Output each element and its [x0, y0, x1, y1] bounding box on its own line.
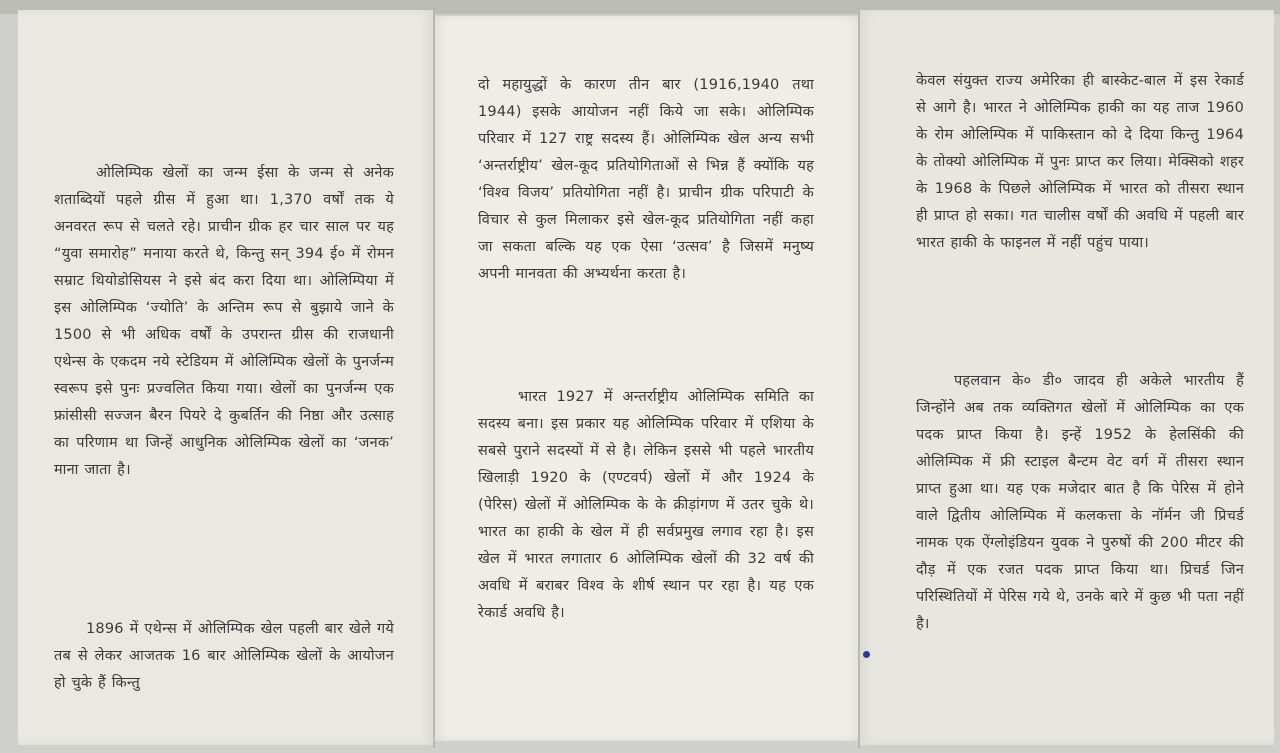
- ink-dot-mark: [863, 651, 870, 658]
- left-panel-paragraph-2: 1896 में एथेन्स में ओलिम्पिक खेल पहली बार खेले गये तब से लेकर आजतक 16 बार ओलिम्पिक खेलों के आयोजन हो चुके हैं किन्तु: [54, 621, 394, 691]
- right-panel-paragraph-2: पहलवान के० डी० जादव ही अकेले भारतीय हैं जिन्होंने अब तक व्यक्तिगत खेलों में ओलिम्पिक का एक पदक प्राप्त किया है। इन्हें 1952 के हेलसिंकी की ओलिम्पिक में फ्री स्टाइल बैन्टम वेट वर्ग में तीसरा स्थान प्राप्त हुआ था। यह एक मजेदार बात है कि पेरिस में होने वाले द्वितीय ओलिम्पिक में कलकत्ता के नॉर्मन जी प्रिचर्ड नामक एक ऐंग्लोइंडियन युवक ने पुरुषों की 200 मीटर की दौड़ में एक रजत पदक प्राप्त किया था। प्रिचर्ड जिन परिस्थितियों में पेरिस गये थे, उनके बारे में कुछ भी पता नहीं है।: [916, 373, 1244, 632]
- left-panel-paragraph-1: ओलिम्पिक खेलों का जन्म ईसा के जन्म से अनेक शताब्दियों पहले ग्रीस में हुआ था। 1,370 वर्षों तक ये अनवरत रूप से चलते रहे। प्राचीन ग्रीक हर चार साल पर यह “युवा समारोह” मनाया करते थे, किन्तु सन् 394 ई० में रोमन सम्राट थियोडोसियस ने इसे बंद करा दिया था। ओलिम्पिया में इस ओलिम्पिक ‘ज्योति’ के अन्तिम रूप से बुझाये जाने के 1500 से भी अधिक वर्षों के उपरान्त ग्रीस की राजधानी एथेन्स के एकदम नये स्टेडियम में ओलिम्पिक खेलों के पुनर्जन्म स्वरूप इसे पुनः प्रज्वलित किया गया। खेलों का पुनर्जन्म एक फ्रांसीसी सज्जन बैरन पियरे दे कुबर्तिन की निष्ठा और उत्साह का परिणाम था जिन्हें आधुनिक ओलिम्पिक खेलों का ‘जनक’ माना जाता है।: [54, 165, 394, 478]
- right-panel-paragraph-1: केवल संयुक्त राज्य अमेरिका ही बास्केट-बाल में इस रेकार्ड से आगे है। भारत ने ओलिम्पिक हाकी का यह ताज 1960 के रोम ओलिम्पिक में पाकिस्तान को दे दिया किन्तु 1964 के तोक्यो ओलिम्पिक में पुनः प्राप्त कर लिया। मेक्सिको शहर के 1968 के पिछले ओलिम्पिक में भारत को तीसरा स्थान ही प्राप्त हो सका। गत चालीस वर्षों की अवधि में पहली बार भारत हाकी के फाइनल में नहीं पहुंच पाया।: [916, 73, 1244, 251]
- leaflet-panel-right: [860, 10, 1274, 745]
- leaflet-panel-left: [18, 10, 433, 745]
- leaflet-panel-middle: [435, 16, 858, 741]
- middle-panel-paragraph-2: भारत 1927 में अन्तर्राष्ट्रीय ओलिम्पिक समिति का सदस्य बना। इस प्रकार यह ओलिम्पिक परिवार में एशिया के सबसे पुराने सदस्यों में से है। लेकिन इससे भी पहले भारतीय खिलाड़ी 1920 के (एण्टवर्प) खेलों में और 1924 के (पेरिस) खेलों में ओलिम्पिक के के क्रीड़ांगण में उतर चुके थे। भारत का हाकी के खेल में ही सर्वप्रमुख लगाव रहा है। इस खेल में भारत लगातार 6 ओलिम्पिक खेलों की 32 वर्ष की अवधि में बराबर विश्व के शीर्ष स्थान पर रहा है। यह एक रेकार्ड अवधि है।: [478, 389, 814, 621]
- middle-panel-paragraph-1: दो महायुद्धों के कारण तीन बार (1916,1940 तथा 1944) इसके आयोजन नहीं किये जा सके। ओलिम्पिक परिवार में 127 राष्ट्र सदस्य हैं। ओलिम्पिक खेल अन्य सभी ‘अन्तर्राष्ट्रीय’ खेल-कूद प्रतियोगिताओं से भिन्न हैं क्योंकि यह ‘विश्व विजय’ प्रतियोगिता नहीं है। प्राचीन ग्रीक परिपाटी के विचार से कुल मिलाकर इसे खेल-कूद प्रतियोगिता नहीं कहा जा सकता बल्कि यह एक ऐसा ‘उत्सव’ है जिसमें मनुष्य अपनी मानवता की अभ्यर्थना करता है।: [478, 77, 814, 282]
